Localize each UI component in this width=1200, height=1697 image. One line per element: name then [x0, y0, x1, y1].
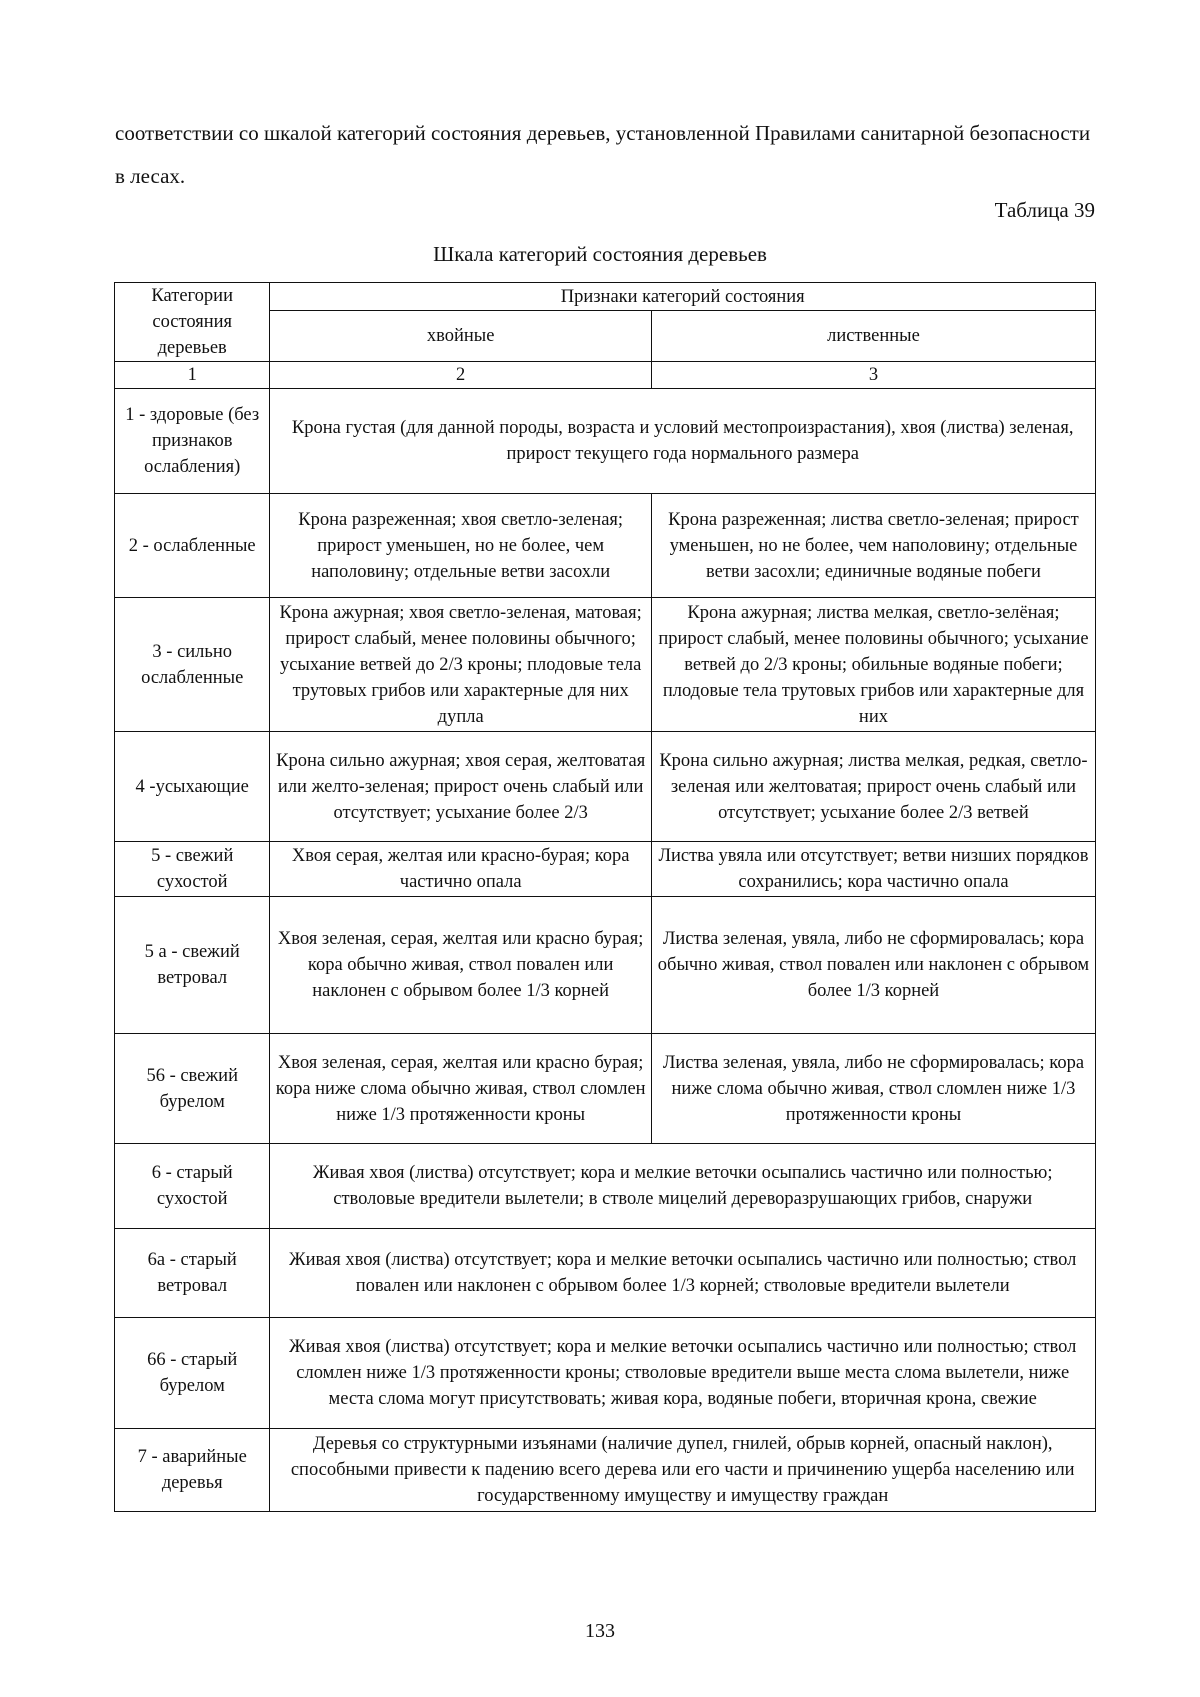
category-cell: 3 - сильно ослабленные	[115, 598, 270, 732]
intro-paragraph: соответствии со шкалой категорий состояния деревьев, установленной Правилами санитарной безопасности в лесах.	[115, 121, 1091, 188]
table-row	[115, 897, 1096, 1034]
category-cell: 56 - свежий бурелом	[115, 1034, 270, 1144]
header-num-3: 3	[651, 362, 1095, 389]
table-row	[115, 598, 1096, 732]
coniferous-cell: Крона сильно ажурная; хвоя серая, желтоватая или желто-зеленая; прирост очень слабый или отсутствует; усыхание более 2/3	[270, 732, 652, 842]
table-row	[115, 1144, 1096, 1229]
table-row	[115, 1318, 1096, 1429]
category-cell: 6 - старый сухостой	[115, 1144, 270, 1229]
merged-signs-cell: Живая хвоя (листва) отсутствует; кора и мелкие веточки осыпались частично или полностью; ствол повален или наклонен с обрывом более 1/3 корней; стволовые вредители вылетели	[270, 1229, 1096, 1318]
deciduous-cell: Крона разреженная; листва светло-зеленая; прирост уменьшен, но не более, чем наполовину; отдельные ветви засохли; единичные водяные побеги	[651, 494, 1095, 598]
merged-signs-cell: Живая хвоя (листва) отсутствует; кора и мелкие веточки осыпались частично или полностью; стволовые вредители вылетели; в стволе мицелий дереворазрушающих грибов, снаружи	[270, 1144, 1096, 1229]
table-row	[115, 1034, 1096, 1144]
category-cell: 5 а - свежий ветровал	[115, 897, 270, 1034]
coniferous-cell: Крона ажурная; хвоя светло-зеленая, матовая; прирост слабый, менее половины обычного; усыхание ветвей до 2/3 кроны; плодовые тела трутовых грибов или характерные для них дупла	[270, 598, 652, 732]
header-num-2: 2	[270, 362, 652, 389]
merged-signs-cell: Живая хвоя (листва) отсутствует; кора и мелкие веточки осыпались частично или полностью; ствол сломлен ниже 1/3 протяженности кроны; стволовые вредители выше места слома вылетели, ниже места слома могут присутствовать; живая кора, водяные побеги, вторичная крона, свежие	[270, 1318, 1096, 1429]
header-deciduous: лиственные	[651, 311, 1095, 362]
table-title: Шкала категорий состояния деревьев	[433, 242, 767, 266]
table-row	[115, 842, 1096, 897]
table-row	[115, 1229, 1096, 1318]
category-cell: 5 - свежий сухостой	[115, 842, 270, 897]
header-category: Категории состояния деревьев	[115, 283, 270, 362]
category-cell: 66 - старый бурелом	[115, 1318, 270, 1429]
header-coniferous: хвойные	[270, 311, 652, 362]
tree-condition-table	[114, 282, 1096, 1512]
merged-signs-cell: Деревья со структурными изъянами (наличие дупел, гнилей, обрыв корней, опасный наклон), способными привести к падению всего дерева или его части и причинению ущерба населению или государственному имуществу и имуществу граждан	[270, 1429, 1096, 1512]
category-cell: 6а - старый ветровал	[115, 1229, 270, 1318]
deciduous-cell: Крона сильно ажурная; листва мелкая, редкая, светло-зеленая или желтоватая; прирост очень слабый или отсутствует; усыхание более 2/3 ветвей	[651, 732, 1095, 842]
coniferous-cell: Хвоя зеленая, серая, желтая или красно бурая; кора ниже слома обычно живая, ствол сломлен ниже 1/3 протяженности кроны	[270, 1034, 652, 1144]
header-num-1: 1	[115, 362, 270, 389]
table-number: Таблица 39	[994, 198, 1095, 222]
table-row	[115, 494, 1096, 598]
deciduous-cell: Листва зеленая, увяла, либо не сформировалась; кора ниже слома обычно живая, ствол сломлен ниже 1/3 протяженности кроны	[651, 1034, 1095, 1144]
page-number: 133	[585, 1620, 615, 1642]
category-cell: 2 - ослабленные	[115, 494, 270, 598]
coniferous-cell: Хвоя зеленая, серая, желтая или красно бурая; кора обычно живая, ствол повален или наклонен с обрывом более 1/3 корней	[270, 897, 652, 1034]
deciduous-cell: Листва зеленая, увяла, либо не сформировалась; кора обычно живая, ствол повален или наклонен с обрывом более 1/3 корней	[651, 897, 1095, 1034]
category-cell: 7 - аварийные деревья	[115, 1429, 270, 1512]
table-row	[115, 1429, 1096, 1512]
table-row	[115, 389, 1096, 494]
coniferous-cell: Хвоя серая, желтая или красно-бурая; кора частично опала	[270, 842, 652, 897]
category-cell: 1 - здоровые (без признаков ослабления)	[115, 389, 270, 494]
merged-signs-cell: Крона густая (для данной породы, возраста и условий местопроизрастания), хвоя (листва) зеленая, прирост текущего года нормального размера	[270, 389, 1096, 494]
header-signs-group: Признаки категорий состояния	[270, 283, 1096, 311]
table-row	[115, 732, 1096, 842]
category-cell: 4 -усыхающие	[115, 732, 270, 842]
deciduous-cell: Крона ажурная; листва мелкая, светло-зелёная; прирост слабый, менее половины обычного; усыхание ветвей до 2/3 кроны; обильные водяные побеги; плодовые тела трутовых грибов или характерные для них	[651, 598, 1095, 732]
coniferous-cell: Крона разреженная; хвоя светло-зеленая; прирост уменьшен, но не более, чем наполовину; отдельные ветви засохли	[270, 494, 652, 598]
deciduous-cell: Листва увяла или отсутствует; ветви низших порядков сохранились; кора частично опала	[651, 842, 1095, 897]
